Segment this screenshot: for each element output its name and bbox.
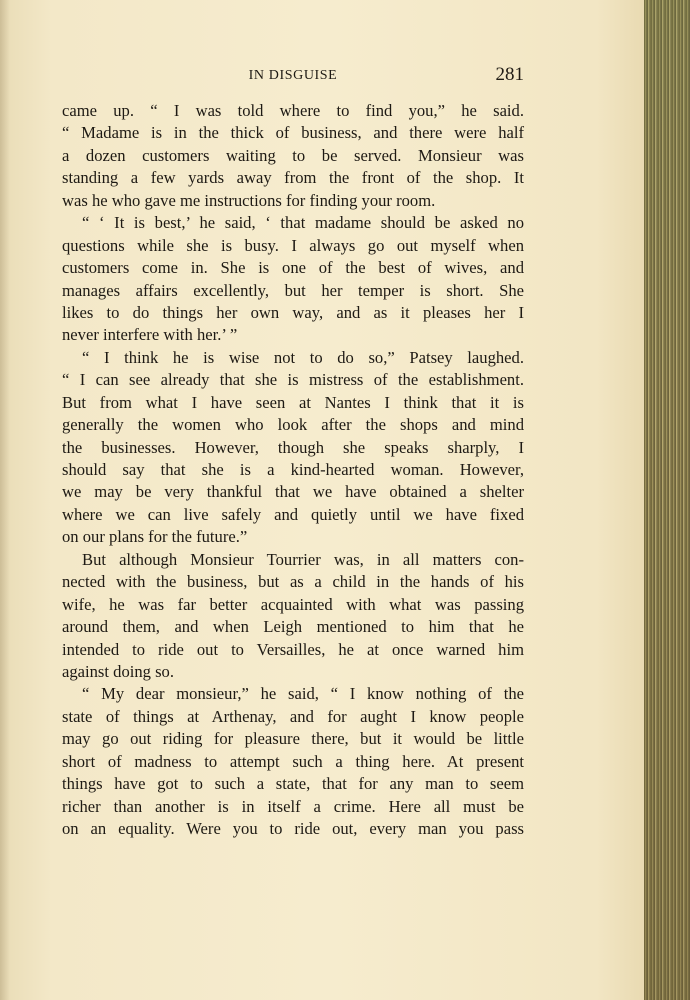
text-line: manages affairs excellently, but her temper is short. She: [62, 280, 524, 300]
text-line: the businesses. However, though she speaks sharply, I: [62, 437, 524, 457]
text-line: we may be very thankful that we have obtained a shelter: [62, 482, 524, 502]
text-line: state of things at Arthenay, and for aught I know people: [62, 706, 524, 726]
text-line: “ I think he is wise not to do so,” Patsey laughed.: [82, 347, 524, 367]
text-line: may go out riding for pleasure there, but it would be little: [62, 729, 524, 749]
text-line: “ My dear monsieur,” he said, “ I know nothing of the: [82, 684, 524, 704]
text-line: But from what I have seen at Nantes I think that it is: [62, 392, 524, 412]
text-line: “ Madame is in the thick of business, and there were half: [62, 123, 524, 143]
text-line: on an equality. Were you to ride out, every man you pass: [62, 819, 524, 838]
text-line: where we can live safely and quietly until we have fixed: [62, 504, 524, 524]
text-line: should say that she is a kind-hearted woman. However,: [62, 460, 524, 479]
text-line: on our plans for the future.”: [62, 527, 248, 547]
text-line: wife, he was far better acquainted with what was passing: [62, 594, 524, 614]
text-line: intended to ride out to Versailles, he at once warned him: [62, 639, 524, 659]
text-line: short of madness to attempt such a thing here. At present: [62, 751, 524, 771]
text-line: customers come in. She is one of the best of wives, and: [62, 258, 524, 278]
running-head-title: IN DISGUISE: [248, 68, 338, 83]
text-line: generally the women who look after the shops and mind: [62, 415, 524, 435]
text-line: was he who gave me instructions for finding your room.: [62, 190, 436, 210]
text-line: things have got to such a state, that for any man to seem: [62, 774, 524, 794]
body-text: [62, 100, 524, 840]
text-line: “ I can see already that she is mistress of the establishment.: [62, 370, 524, 390]
text-line: nected with the business, but as a child in the hands of his: [62, 572, 524, 592]
running-head: [62, 64, 524, 88]
text-line: around them, and when Leigh mentioned to him that he: [62, 617, 524, 637]
text-line: against doing so.: [62, 661, 174, 681]
text-line: “ ‘ It is best,’ he said, ‘ that madame should be asked no: [82, 213, 524, 233]
text-line: standing a few yards away from the front of the shop. It: [62, 168, 524, 188]
text-line: came up. “ I was told where to find you,” he said.: [62, 101, 524, 120]
text-line: a dozen customers waiting to be served. Monsieur was: [62, 145, 524, 165]
text-line: questions while she is busy. I always go out myself when: [62, 235, 524, 255]
text-line: likes to do things her own way, and as it pleases her I: [62, 302, 524, 322]
text-line: But although Monsieur Tourrier was, in all matters con-: [82, 549, 524, 569]
gutter-shadow: [0, 0, 10, 1000]
page-edges: [644, 0, 690, 1000]
text-line: richer than another is in itself a crime. Here all must be: [62, 796, 524, 816]
page-number: 281: [495, 64, 524, 85]
text-line: never interfere with her.’ ”: [62, 325, 238, 345]
